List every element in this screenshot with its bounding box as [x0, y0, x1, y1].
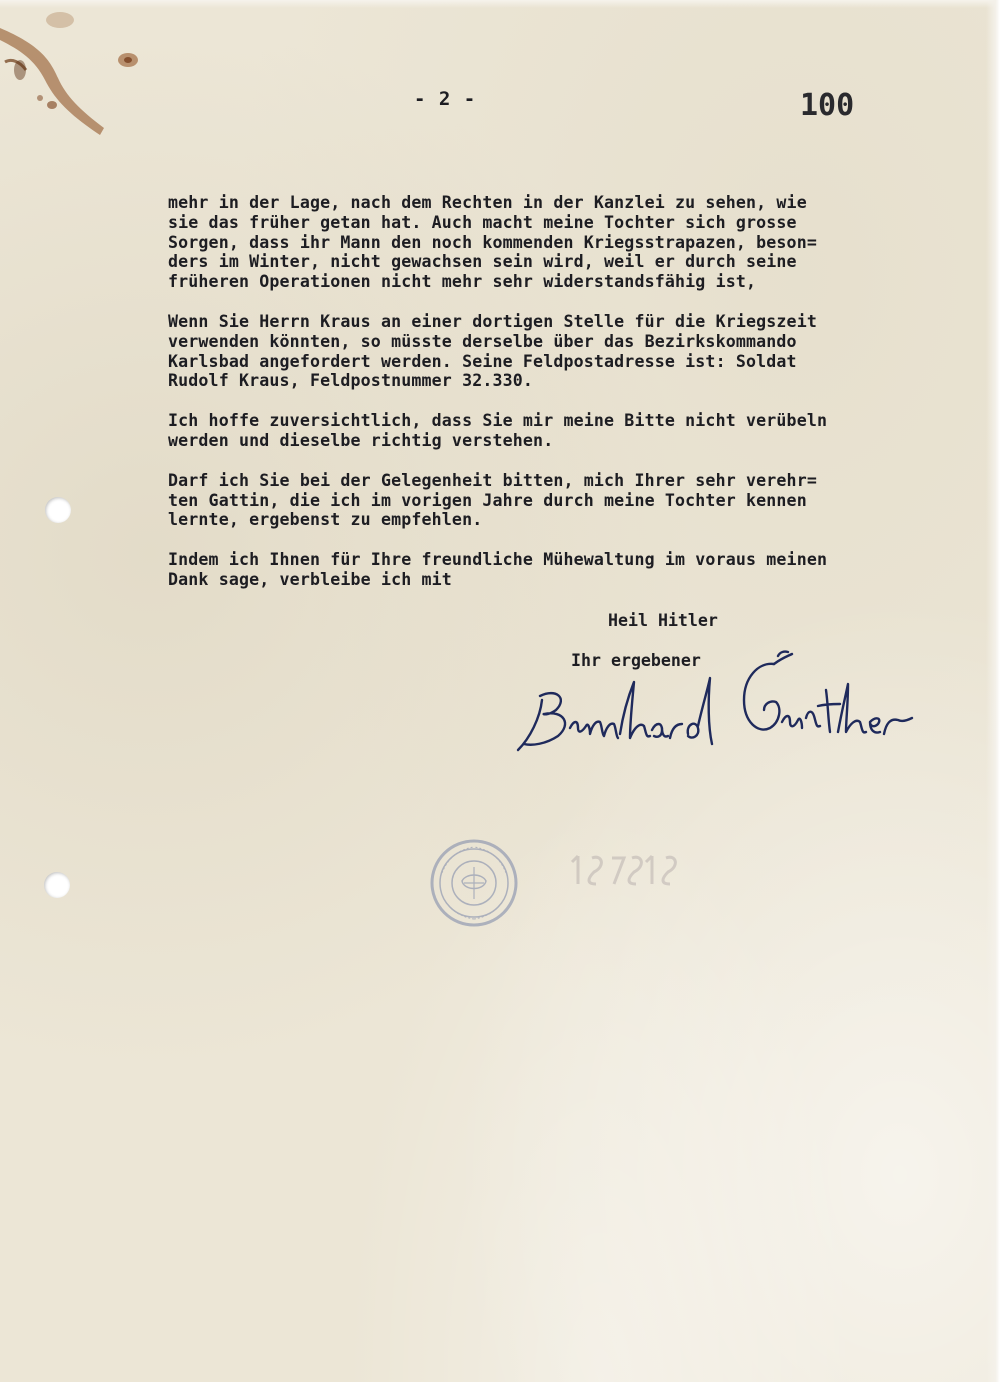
- paper-right-edge: [986, 0, 1000, 1382]
- faint-stamp-icon: [568, 848, 688, 894]
- letter-paragraph: [168, 312, 968, 391]
- text-line: Ich hoffe zuversichtlich, dass Sie mir meine Bitte nicht verübeln: [168, 411, 828, 431]
- letter-paragraph: [168, 411, 968, 451]
- punch-hole: [45, 497, 71, 523]
- text-line: früheren Operationen nicht mehr sehr widerstandsfähig ist,: [168, 272, 757, 292]
- text-line: verwenden könnten, so müsste derselbe über das Bezirkskommando: [168, 331, 797, 351]
- punch-hole: [44, 872, 70, 898]
- letter-body: [168, 193, 968, 610]
- letter-paragraph: [168, 471, 968, 530]
- letter-paragraph: [168, 193, 968, 292]
- text-line: ders im Winter, nicht gewachsen sein wird, weil er durch seine: [168, 252, 797, 272]
- text-line: ten Gattin, die ich im vorigen Jahre durch meine Tochter kennen: [168, 490, 807, 510]
- handwritten-signature: [512, 648, 917, 758]
- folio-number: 100: [800, 88, 855, 123]
- salutation: Heil Hitler: [608, 611, 718, 630]
- text-line: Dank sage, verbleibe ich mit: [168, 569, 452, 589]
- rust-stain-icon: [0, 0, 160, 150]
- page-number: - 2 -: [414, 88, 477, 110]
- text-line: werden und dieselbe richtig verstehen.: [168, 430, 554, 450]
- text-line: Karlsbad angefordert werden. Seine Feldpostadresse ist: Soldat: [168, 351, 797, 371]
- text-line: Darf ich Sie bei der Gelegenheit bitten, mich Ihrer sehr verehr=: [168, 470, 817, 490]
- letter-paragraph: [168, 550, 968, 590]
- text-line: lernte, ergebenst zu empfehlen.: [168, 510, 483, 530]
- text-line: Rudolf Kraus, Feldpostnummer 32.330.: [168, 371, 534, 391]
- text-line: Wenn Sie Herrn Kraus an einer dortigen Stelle für die Kriegszeit: [168, 311, 817, 331]
- text-line: Indem ich Ihnen für Ihre freundliche Mühewaltung im voraus meinen: [168, 550, 828, 570]
- text-line: mehr in der Lage, nach dem Rechten in der Kanzlei zu sehen, wie: [168, 193, 807, 212]
- text-line: Sorgen, dass ihr Mann den noch kommenden Kriegsstrapazen, beson=: [168, 232, 817, 252]
- closing-phrase: Ihr ergebener: [571, 651, 701, 670]
- embossed-seal-icon: [428, 837, 520, 929]
- text-line: sie das früher getan hat. Auch macht meine Tochter sich grosse: [168, 212, 797, 232]
